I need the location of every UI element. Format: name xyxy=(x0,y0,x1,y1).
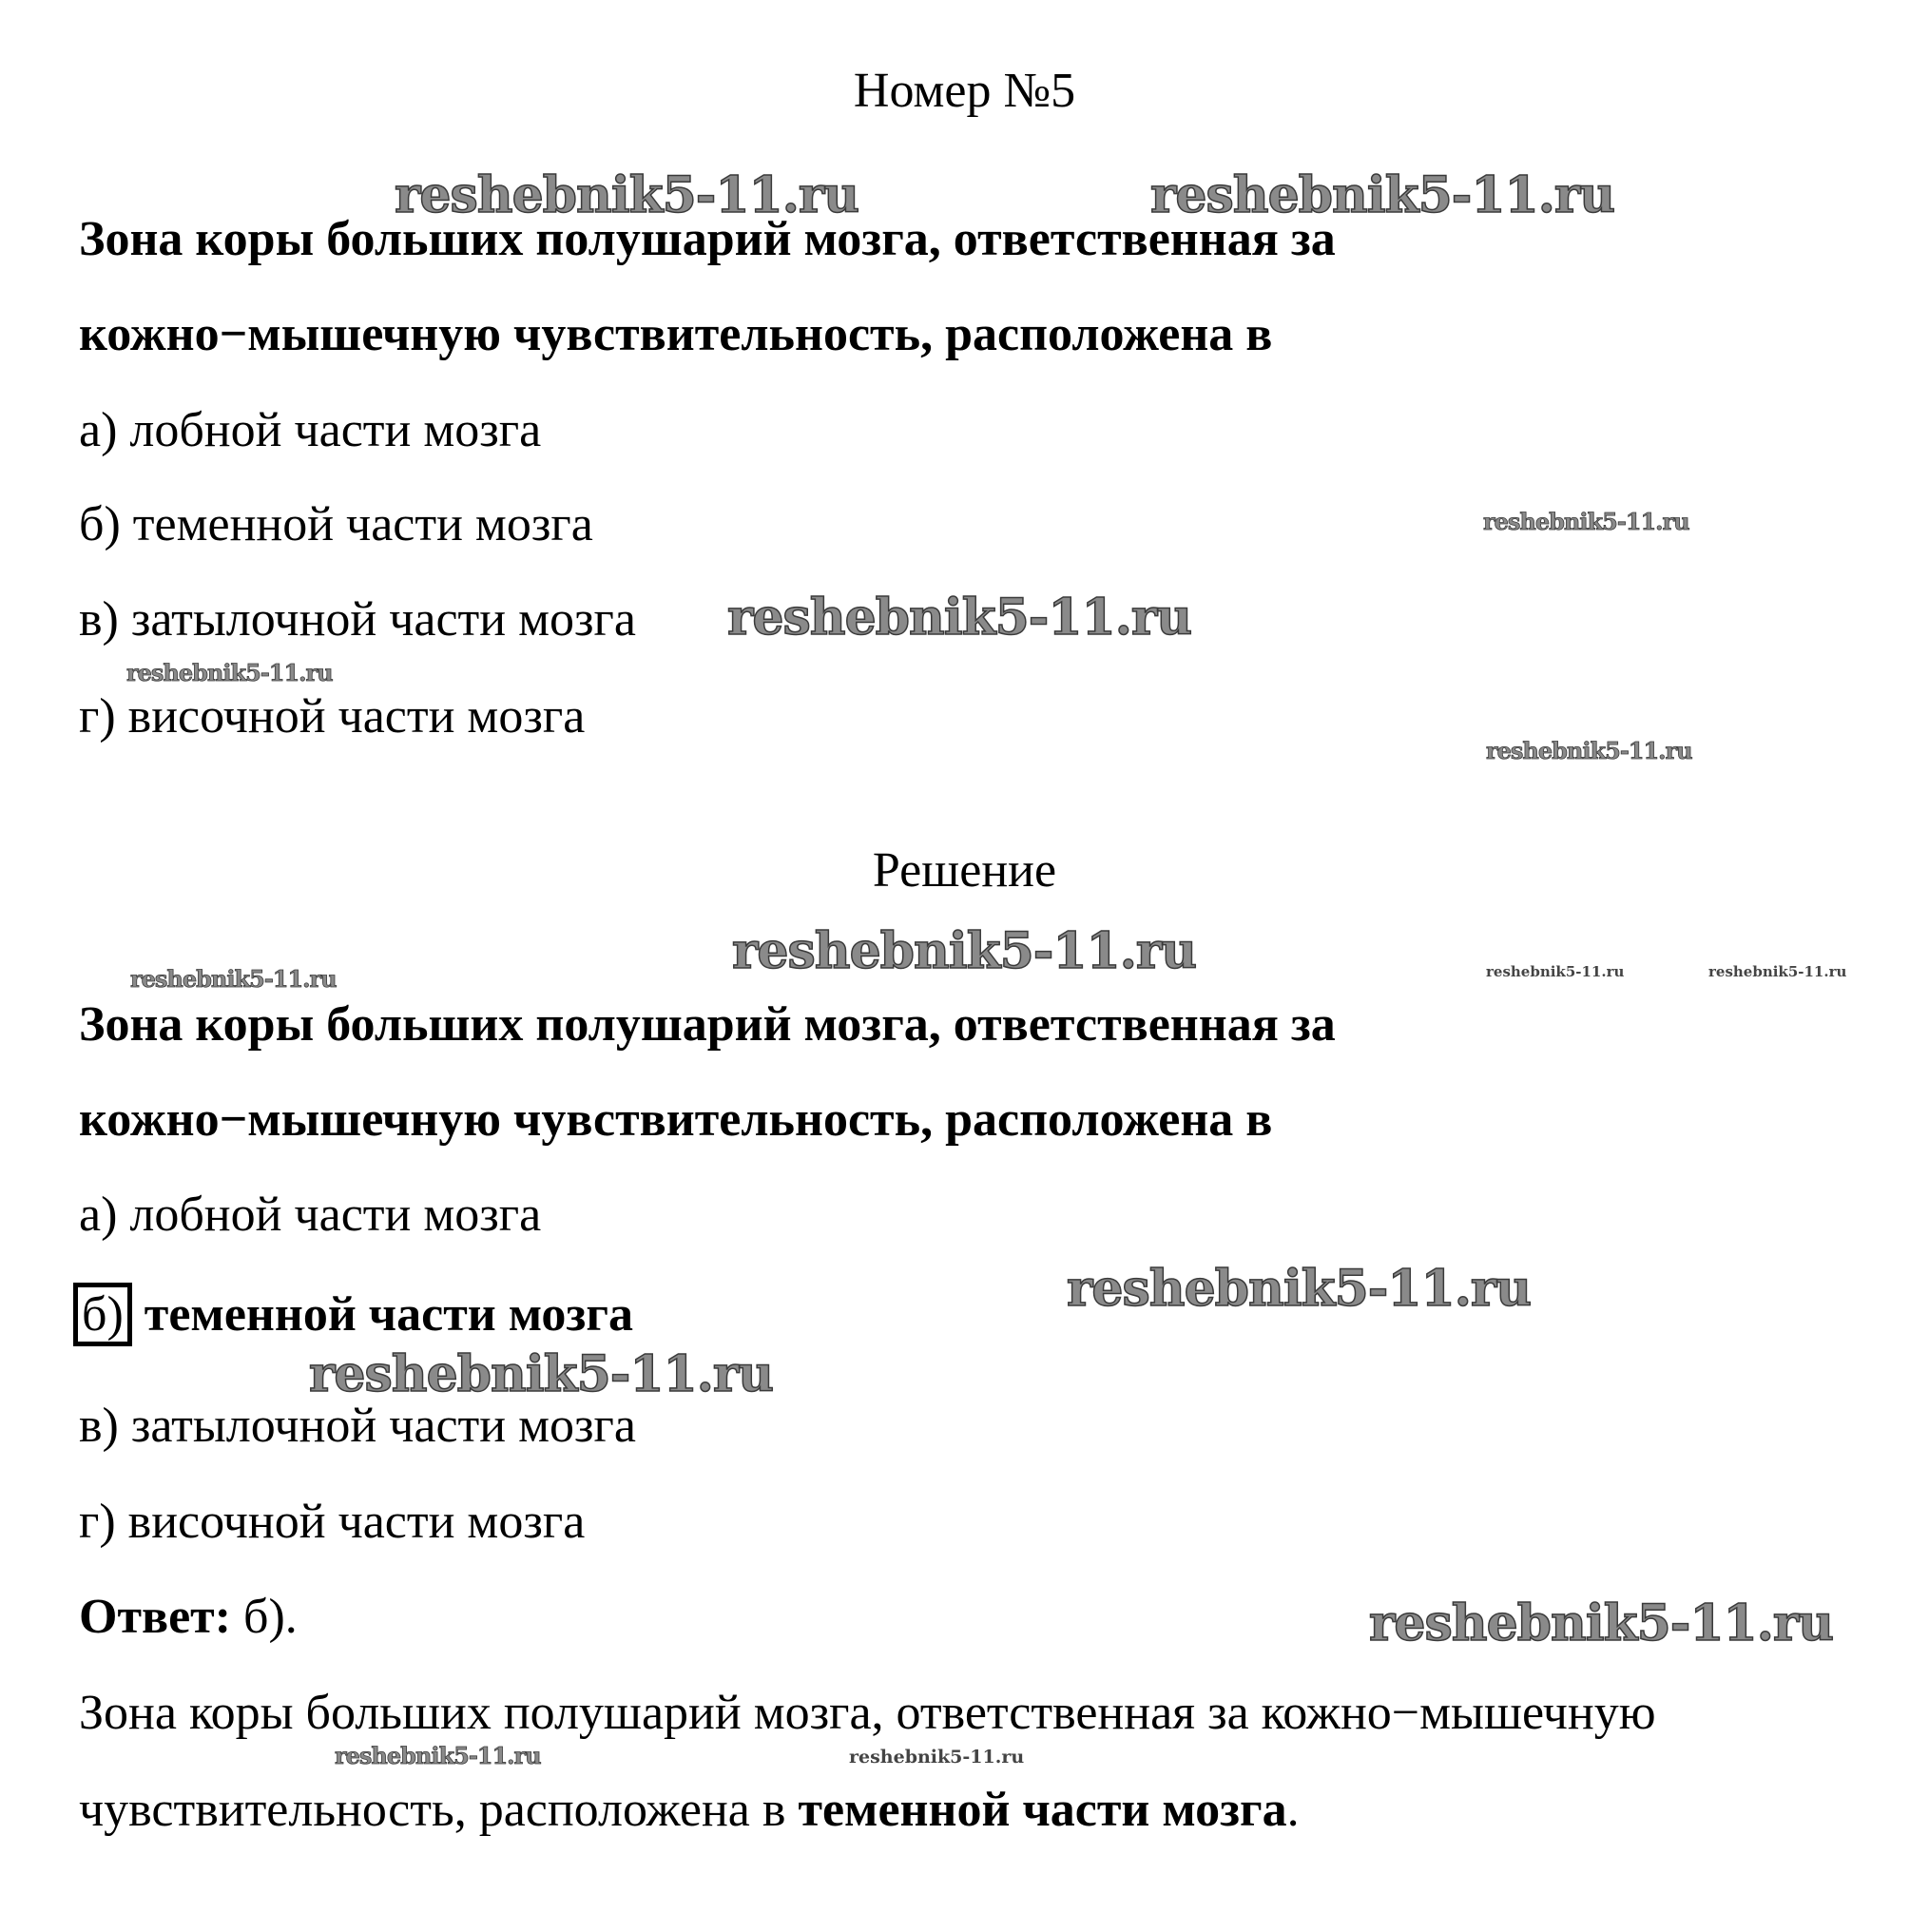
watermark: reshebnik5-11.ru xyxy=(130,965,337,993)
watermark: reshebnik5-11.ru xyxy=(395,166,859,224)
watermark: reshebnik5-11.ru xyxy=(1483,508,1689,535)
explanation-text: чувствительность, расположена в xyxy=(79,1783,786,1837)
solution-option-b xyxy=(79,1287,633,1342)
selected-answer-text: теменной части мозга xyxy=(144,1287,633,1342)
explanation-bold: теменной части мозга xyxy=(798,1783,1287,1837)
watermark: reshebnik5-11.ru xyxy=(732,922,1197,980)
option-b: б) теменной части мозга xyxy=(79,497,593,551)
explanation-line-1: Зона коры больших полушарий мозга, ответственная за кожно−мышечную xyxy=(79,1686,1656,1740)
solution-line-2: кожно−мышечную чувствительность, расположена в xyxy=(79,1092,1273,1147)
watermark: reshebnik5-11.ru xyxy=(1067,1260,1532,1318)
answer-line xyxy=(79,1590,298,1644)
option-a: а) лобной части мозга xyxy=(79,403,542,457)
watermark: reshebnik5-11.ru xyxy=(309,1345,774,1403)
solution-line-1: Зона коры больших полушарий мозга, ответственная за xyxy=(79,997,1336,1052)
option-d: г) височной части мозга xyxy=(79,689,586,744)
watermark: reshebnik5-11.ru xyxy=(849,1747,1025,1768)
solution-option-c: в) затылочной части мозга xyxy=(79,1399,636,1453)
watermark: reshebnik5-11.ru xyxy=(335,1742,541,1769)
question-line-2: кожно−мышечную чувствительность, расположена в xyxy=(79,307,1273,361)
option-c: в) затылочной части мозга xyxy=(79,592,636,647)
answer-value: б). xyxy=(243,1590,298,1644)
watermark: reshebnik5-11.ru xyxy=(126,659,333,686)
explanation-line-2 xyxy=(79,1783,1300,1837)
page-title: Номер №5 xyxy=(853,64,1076,118)
answer-label: Ответ: xyxy=(79,1590,232,1644)
solution-title: Решение xyxy=(872,843,1057,898)
solution-option-a: а) лобной части мозга xyxy=(79,1188,542,1242)
question-line-1: Зона коры больших полушарий мозга, ответственная за xyxy=(79,212,1336,266)
solution-option-d: г) височной части мозга xyxy=(79,1495,586,1549)
watermark: reshebnik5-11.ru xyxy=(1486,737,1692,764)
watermark: reshebnik5-11.ru xyxy=(1708,963,1847,980)
watermark: reshebnik5-11.ru xyxy=(1369,1594,1834,1652)
explanation-end: . xyxy=(1286,1783,1300,1837)
selected-answer-box: б) xyxy=(73,1283,132,1346)
watermark: reshebnik5-11.ru xyxy=(1150,166,1615,224)
watermark: reshebnik5-11.ru xyxy=(727,589,1192,647)
watermark: reshebnik5-11.ru xyxy=(1486,963,1625,980)
